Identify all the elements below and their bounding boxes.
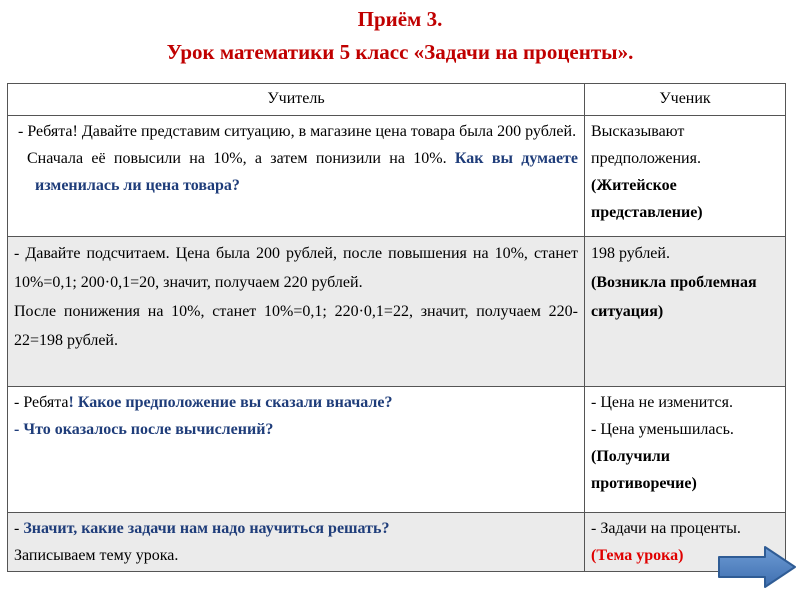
teacher-text: - Ребята! Какое предположение вы сказали вначале? xyxy=(14,394,393,411)
header-teacher: Учитель xyxy=(8,84,585,116)
lesson-subtitle: Урок математики 5 класс «Задачи на проценты». xyxy=(166,40,634,64)
student-text: - Цена уменьшилась. xyxy=(591,421,734,438)
student-note: (Житейское представление) xyxy=(591,177,703,221)
table-row xyxy=(8,116,786,237)
slide-title: Приём 3. xyxy=(357,7,443,31)
student-cell xyxy=(585,116,786,237)
teacher-question: - Что оказалось после вычислений? xyxy=(14,421,274,438)
teacher-cell xyxy=(8,513,585,572)
teacher-cell xyxy=(8,387,585,513)
teacher-question: Как вы думаете изменилась ли цена товара? xyxy=(35,150,579,194)
table-row xyxy=(8,237,786,387)
student-cell xyxy=(585,237,786,387)
student-note: (Получили противоречие) xyxy=(591,448,697,492)
header-student: Ученик xyxy=(585,84,786,116)
table-header-row xyxy=(8,84,786,116)
student-text: - Задачи на проценты. xyxy=(591,520,741,537)
teacher-text: Сначала её повысили на 10%, а затем понизили на 10%. Как вы думаете изменилась ли цена товара? xyxy=(27,150,579,194)
teacher-cell xyxy=(8,237,585,387)
teacher-text: - Значит, какие задачи нам надо научиться решать? xyxy=(14,520,390,537)
teacher-text: Записываем тему урока. xyxy=(14,547,179,564)
teacher-question: Значит, какие задачи нам надо научиться решать? xyxy=(23,520,390,537)
teacher-text: - Давайте подсчитаем. Цена была 200 рублей, после повышения на 10%, станет 10%=0,1; 200·0,1=20, значит, получаем 220 рублей. xyxy=(14,245,578,291)
teacher-question: ! Какое предположение вы сказали вначале? xyxy=(68,394,393,411)
lesson-topic: (Тема урока) xyxy=(591,547,684,564)
teacher-text: - Ребята! Давайте представим ситуацию, в магазине цена товара была 200 рублей. xyxy=(18,123,577,140)
right-arrow-icon[interactable] xyxy=(717,545,797,589)
student-text: Высказывают предположения. xyxy=(591,123,701,167)
dialogue-table xyxy=(7,83,786,572)
student-cell xyxy=(585,387,786,513)
table-row xyxy=(8,513,786,572)
table-row xyxy=(8,387,786,513)
student-note: (Возникла проблемная ситуация) xyxy=(591,274,757,320)
teacher-cell xyxy=(8,116,585,237)
teacher-text: После понижения на 10%, станет 10%=0,1; 220·0,1=22, значит, получаем 220-22=198 рублей. xyxy=(14,303,578,349)
student-text: - Цена не изменится. xyxy=(591,394,733,411)
student-text: 198 рублей. xyxy=(591,245,670,262)
